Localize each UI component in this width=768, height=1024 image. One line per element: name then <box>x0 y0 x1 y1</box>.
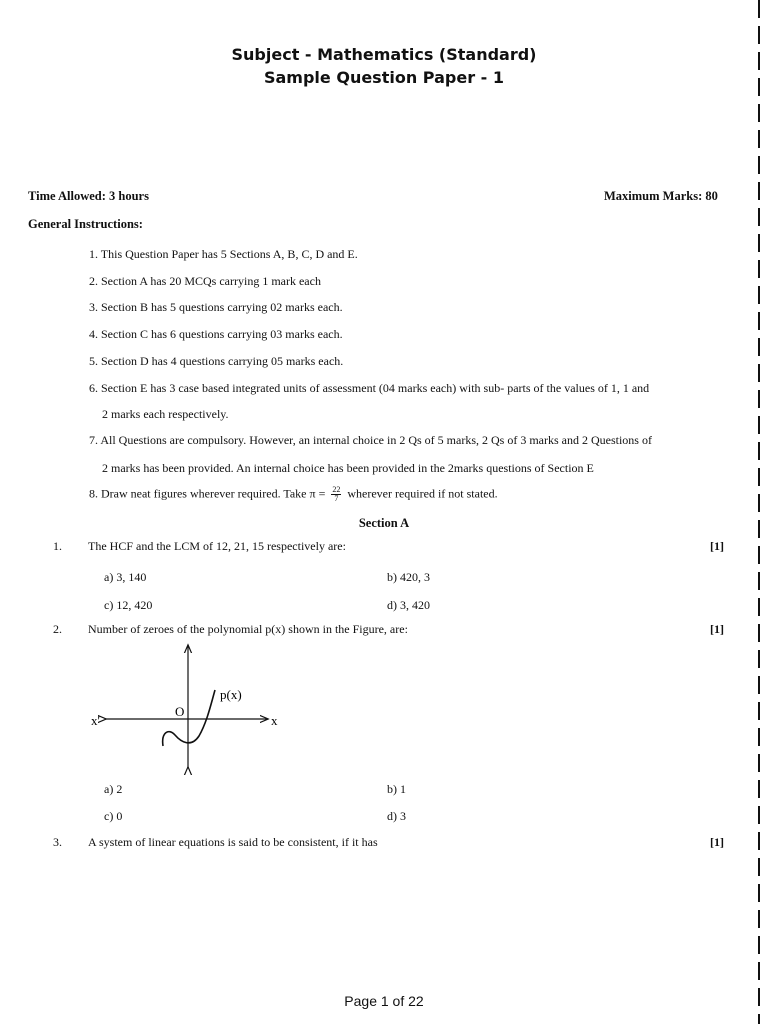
q3-marks: [1] <box>710 835 724 849</box>
instruction-2: 2. Section A has 20 MCQs carrying 1 mark each <box>89 274 321 288</box>
section-a-heading: Section A <box>358 516 410 530</box>
q3-text: A system of linear equations is said to be consistent, if it has <box>88 835 378 849</box>
x-positive-label: x <box>271 713 278 728</box>
instruction-1: 1. This Question Paper has 5 Sections A, B, C, D and E. <box>89 247 358 261</box>
polynomial-curve <box>163 690 215 746</box>
origin-label: O <box>175 704 185 719</box>
maximum-marks: Maximum Marks: 80 <box>604 189 718 203</box>
instruction-7-line-1: 7. All Questions are compulsory. However, an internal choice in 2 Qs of 5 marks, 2 Qs of 3 marks and 2 Questions of <box>89 433 652 447</box>
x-negative-label: x' <box>91 713 100 728</box>
general-instructions-heading: General Instructions: <box>28 217 143 231</box>
instruction-6-line-1: 6. Section E has 3 case based integrated units of assessment (04 marks each) with sub- parts of the values of 1, 1 and <box>89 381 650 395</box>
q1-option-c: c) 12, 420 <box>104 598 153 612</box>
instruction-4: 4. Section C has 6 questions carrying 03 marks each. <box>89 327 343 341</box>
pi-fraction <box>331 486 341 503</box>
q1-marks: [1] <box>710 539 724 553</box>
q1-option-a: a) 3, 140 <box>104 570 147 584</box>
q2-option-d: d) 3 <box>387 809 406 823</box>
q1-text: The HCF and the LCM of 12, 21, 15 respectively are: <box>88 539 346 553</box>
instruction-7-line-2: 2 marks has been provided. An internal choice has been provided in the 2marks questions of Section E <box>102 461 594 475</box>
paper-title: Sample Question Paper - 1 <box>263 68 504 87</box>
instruction-3: 3. Section B has 5 questions carrying 02 marks each. <box>89 300 343 314</box>
instruction-6-line-2: 2 marks each respectively. <box>102 407 229 421</box>
page-number: Page 1 of 22 <box>344 993 424 1009</box>
q2-text: Number of zeroes of the polynomial p(x) shown in the Figure, are: <box>88 622 408 636</box>
q1-option-d: d) 3, 420 <box>387 598 430 612</box>
instruction-8 <box>89 486 498 503</box>
q2-marks: [1] <box>710 622 724 636</box>
instruction-8-text: 8. Draw neat figures wherever required. Take π = <box>89 486 326 501</box>
subject-title: Subject - Mathematics (Standard) <box>231 45 537 64</box>
q2-number: 2. <box>53 622 62 636</box>
pi-numerator: 22 <box>332 485 341 494</box>
q1-number: 1. <box>53 539 62 553</box>
curve-label: p(x) <box>220 687 242 702</box>
time-allowed: Time Allowed: 3 hours <box>28 189 149 203</box>
page-border-dashes <box>758 0 760 1024</box>
instruction-5: 5. Section D has 4 questions carrying 05 marks each. <box>89 354 344 368</box>
q2-option-a: a) 2 <box>104 782 123 796</box>
q1-option-b: b) 420, 3 <box>387 570 430 584</box>
q2-option-b: b) 1 <box>387 782 406 796</box>
q3-number: 3. <box>53 835 62 849</box>
pi-denominator: 7 <box>334 494 339 503</box>
q2-option-c: c) 0 <box>104 809 123 823</box>
instruction-8-tail: wherever required if not stated. <box>347 486 498 501</box>
polynomial-graph-figure <box>85 640 295 775</box>
